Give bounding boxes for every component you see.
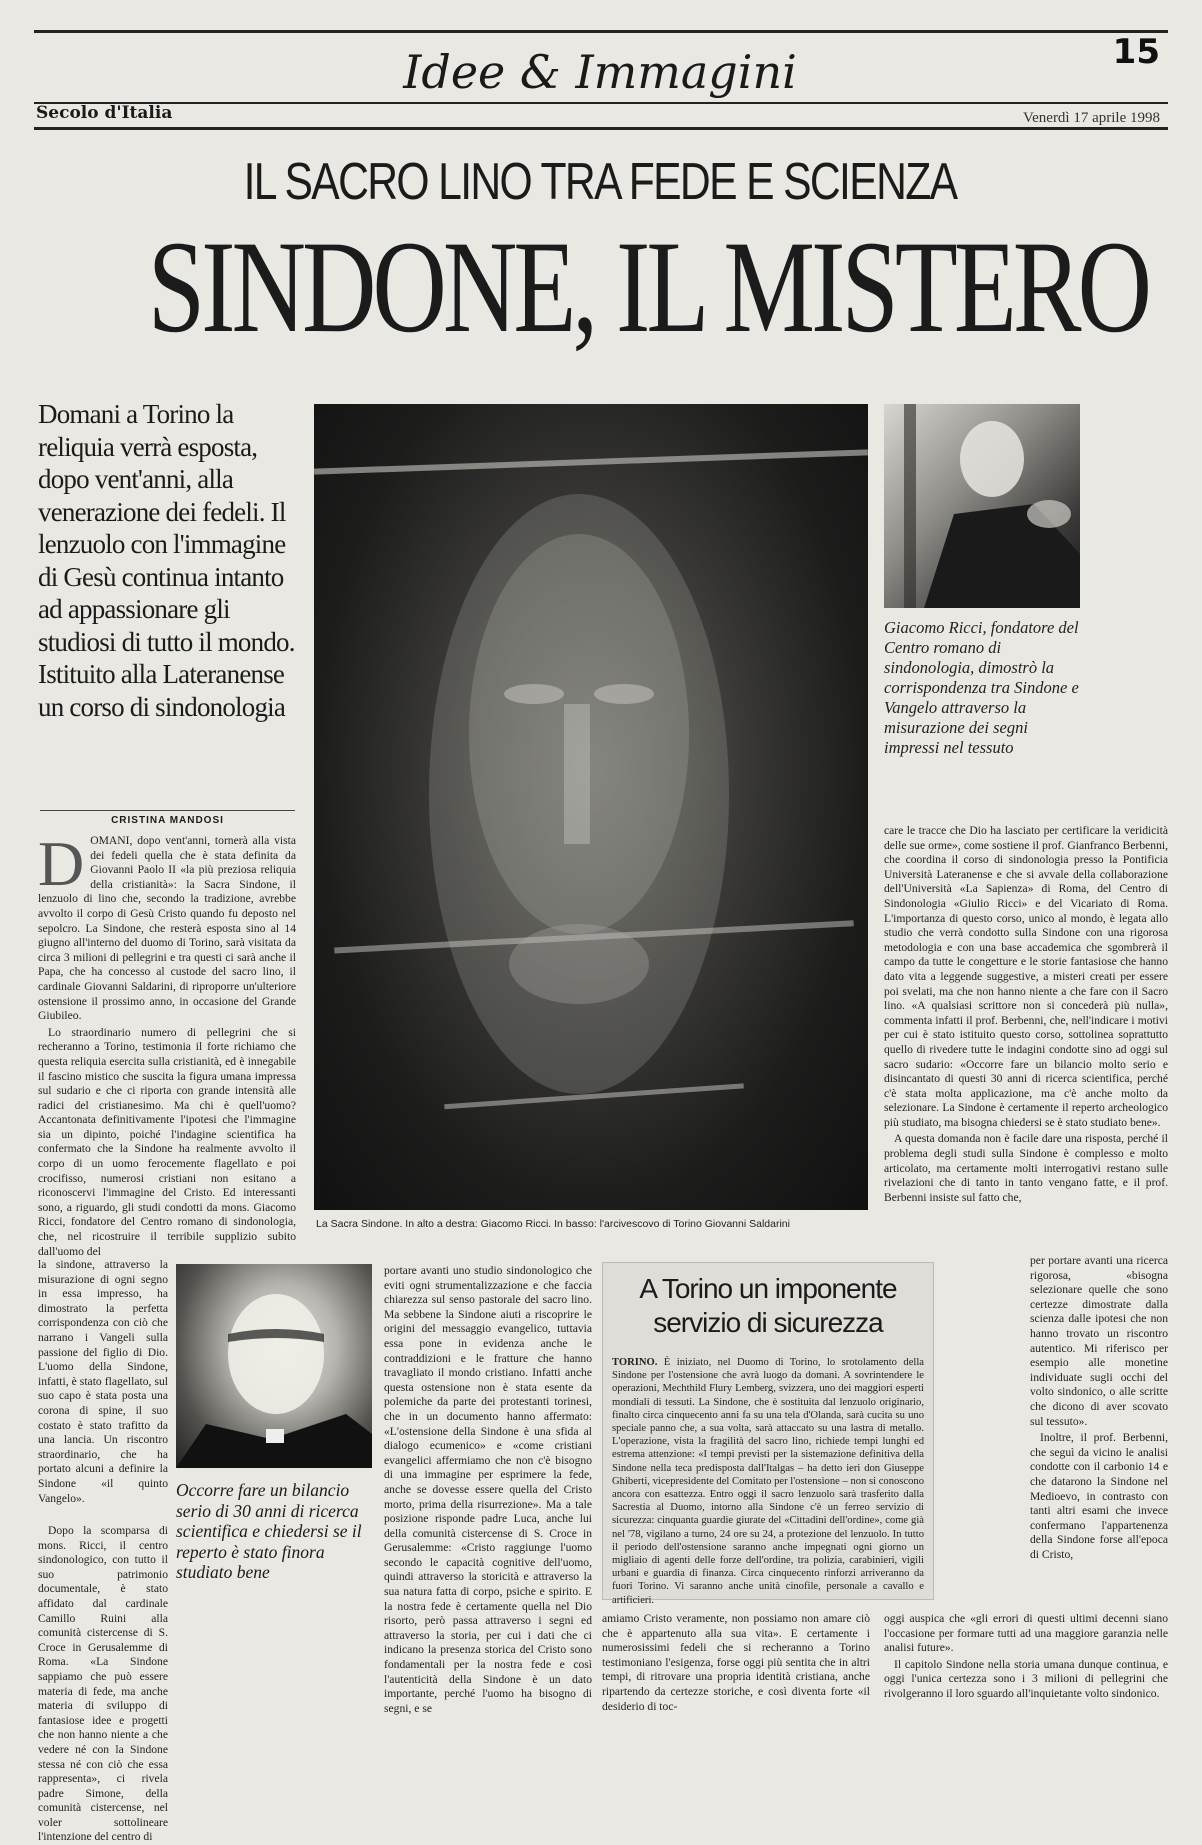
- article-paragraph: OMANI, dopo vent'anni, tornerà alla vista dei fedeli quella che è stata definita da Giovanni Paolo II «la più preziosa reliquia della cristianità»: la Sacra Sindone, il lenzuolo di lino che, secondo la tradizione, avrebbe avvolto il corpo di Gesù Cristo quando fu deposto nel sepolcro. La Sindone, che resterà esposta sino al 14 giugno all'interno del duomo di Torino, sarà visitata da circa 3 milioni di pellegrini e tra questi ci sarà anche il Papa, che ha concesso al custode del sacro lino, il cardinale Giovanni Saldarini, di riproporre un'ulteriore ostensione il prossimo anno, in occasione del Grande Giubileo.: [38, 834, 296, 1023]
- article-column-1c: [38, 1524, 168, 1844]
- article-paragraph: Lo straordinario numero di pellegrini che si recheranno a Torino, testimonia il forte richiamo che questa reliquia esercita sulla cristianità, ed è innegabile il fascino mistico che suscita la figura umana impressa sul sudario e che ci riporta con grande intensità alle radici del cristianesimo. Ma chi è quell'uomo? Accantonata definitivamente l'ipotesi che l'immagine sia un dipinto, poiché l'indagine scientifica ha confermato che la Sindone ha realmente avvolto il corpo di un uomo ferocemente flagellato e poi crocifisso, numerosi cristiani non esitano a riconoscervi l'immagine del Cristo. Ed interessanti sono, a riguardo, gli studi condotti da mons. Giacomo Ricci, fondatore del Centro romano di sindonologia, che, nel ricostruire il terribile supplizio subito dall'uomo del: [38, 1025, 296, 1258]
- ricci-photo: [884, 404, 1080, 608]
- article-paragraph: la sindone, attraverso la misurazione di ogni segno in essa impresso, ha dimostrato la perfetta corrispondenza con ciò che narrano i Vangeli sulla passione del figlio di Dio. L'uomo della Sindone, infatti, è stato flagellato, sul suo capo è stata posta una corona di spine, il suo costato è stato trafitto da una lancia. Un riscontro straordinario, che ha portato alcuni a definire la Sindone «il quinto Vangelo».: [38, 1258, 168, 1505]
- article-paragraph: Il capitolo Sindone nella storia umana dunque continua, e oggi l'unica certezza sono i 3 milioni di pellegrini che rivolgeranno il loro sguardo all'inquietante volto sindonico.: [884, 1657, 1168, 1700]
- article-column-1b: [38, 1258, 168, 1522]
- drop-cap: D: [38, 828, 85, 899]
- article-column-1: [38, 828, 296, 1258]
- security-text: È iniziato, nel Duomo di Torino, lo srotolamento della Sindone per l'ostensione che avrà luogo da domani. A sovrintendere le operazioni, Mechthild Flury Lemberg, svizzera, uno dei maggiori esperti mondiali di tessuti. La Sindone, che è sostituita dal lenzuolo originario, finalto circa cinquecento anni fa su una tela d'Olanda, sarà cucita su uno speciale panno che, a sua volta, sarà attaccato su una lastra di metallo. L'operazione, vista la fragilità del sacro lino, richiede tempi lunghi ed estrema attenzione: «I tempi previsti per la sistemazione definitiva della Sindone nella teca predisposta dall'Italgas – ha detto ieri don Giuseppe Ghiberti, vicepresidente del Comitato per l'ostensione – non si conoscono ancora con esattezza. Entro oggi il sacro lenzuolo sarà trasferito dalla Sacrestia al Duomo, intorno alla Sindone c'è un ferreo servizio di sicurezza: cinquanta guardie giurate del «Cittadini dell'ordine», come già nel '78, vigilano a turno, 24 ore su 24, a protezione del lenzuolo. In tutto il periodo dell'ostensione saranno anche impegnati ogni giorno un migliaio di agenti delle forze dell'ordine, tra polizia, carabinieri, vigili urbani e guardia di finanza. Circa cinquecento rinforzi arriveranno da fuori Torino. Vi saranno anche unità cinofile, personale a cavallo e artificieri.: [612, 1357, 925, 1606]
- saldarini-photo: [176, 1264, 372, 1468]
- article-column-6: [1030, 1254, 1168, 1604]
- deck-summary: Domani a Torino la reliquia verrà esposta, dopo vent'anni, alla venerazione dei fedeli. Il lenzuolo con l'immagine di Gesù continua intanto ad appassionare gli studiosi di tutto il mondo. Istituito alla Lateranense un corso di sindonologia: [38, 399, 295, 722]
- article-column-5: [884, 824, 1168, 1252]
- article-column-6-bottom: [884, 1612, 1168, 1746]
- article-paragraph: Dopo la scomparsa di mons. Ricci, il centro sindonologico, con tutto il suo patrimonio documentale, è stato affidato dal cardinale Camillo Ruini alla comunità cistercense di S. Croce in Gerusalemme di Roma. «La Sindone sappiamo che può essere materia di fede, ma anche materia di sviluppo di fantasiose idee e progetti che non hanno niente a che vedere né con la Sindone stessa né con ciò che essa rappresenta», ci rivela padre Simone, della comunità cistercense, nel voler sottolineare l'intenzione del centro di: [38, 1524, 168, 1844]
- article-paragraph: Inoltre, il prof. Berbenni, che seguì da vicino le analisi condotte con il carbonio 14 e che datarono la Sindone nel Medioevo, in contrasto con tanti altri esami che invece confermano l'appartenenza della Sindone forse all'epoca di Cristo,: [1030, 1431, 1168, 1561]
- security-body: [612, 1356, 925, 1606]
- ricci-portrait-image: [884, 404, 1080, 608]
- article-paragraph: portare avanti uno studio sindonologico che eviti ogni strumentalizzazione e che faccia chiarezza sul senso pastorale del sacro lino. Ma sebbene la Sindone aiuti a riscoprire le origini del messaggio evangelico, tuttavia essa pone in evidenza anche le contraddizioni e le fratture che hanno travagliato il mondo cristiano. Infatti anche questa ostensione non è stata esente da polemiche da parte dei protestanti torinesi, che in un documento hanno affermato: «L'ostensione della Sindone è una sfida al dialogo ecumenico» e «come cristiani evangelici affermiamo che non c'è bisogno di una immagine per esprimere la fede, anche se dovesse essere quella del Cristo morto, prima della risurrezione». Ma a tale posizione risponde padre Luca, anche lui della comunità cistercense di S. Croce in Gerusalemme: «Cristo raggiunge l'uomo secondo le capacità cognitive dell'uomo, quindi attraverso la storicità e attraverso la sua natura fatta di corpo, psiche e spirito. E la nostra fede è certamente quella nel Dio risorto, però passa attraverso i segni ed attraverso la storia, per cui i dati che ci indicano la presenza storica del Cristo sono fondamentali per la nostra fede e così l'autenticità della Sindone è un dato importante, perché l'uomo ha bisogno di segni, e se: [384, 1264, 592, 1715]
- byline-rule: [40, 810, 295, 811]
- shroud-photo: [314, 404, 868, 1210]
- masthead-rule: [34, 102, 1168, 104]
- security-headline: A Torino un imponente servizio di sicurezza: [639, 1273, 897, 1338]
- saldarini-portrait-image: [176, 1264, 372, 1468]
- pull-quote: Occorre fare un bilancio serio di 30 anni di ricerca scientifica e chiedersi se il reperto è stato finora studiato bene: [176, 1480, 362, 1582]
- page-number: 15: [1112, 32, 1160, 72]
- article-column-3: [384, 1264, 592, 1746]
- article-paragraph: care le tracce che Dio ha lasciato per certificare la veridicità delle sue orme», come sostiene il prof. Gianfranco Berbenni, che coordina il corso di sindonologia presso la Pontificia Università Lateranense e che si avvale della collaborazione dell'Università «La Sapienza» di Roma, del Centro di Sindonologia «Giulio Ricci» e del Vicariato di Roma. L'importanza di questo corso, unico al mondo, è legata allo studio che verrà condotto sulla Sindone con una rigorosa metodologia e con una base accademica che sgombrerà il campo da tutte le congetture e le storie fantasiose che hanno dato vita a leggende suggestive, a misteri creati per essere poi svelati, ma che non hanno niente a che fare con il Sacro lino. «A qualsiasi scrittore non si concederà più nulla», commenta infatti il prof. Berbenni, che, nell'indicare i motivi per cui è stato istituito questo corso, sottolinea soprattutto quello di rivedere tutte le indagini condotte sino ad oggi sul sacro sudario: «Occorre fare un bilancio molto serio e disincantato di questi 30 anni di ricerca scientifica, perché c'è stata molta applicazione, ma c'è anche molto da selezionare. La Sindone è certamente il reperto archeologico più studiato, ma bisogna chiedersi se è stato studiato bene».: [884, 824, 1168, 1129]
- main-headline: SINDONE, IL MISTERO: [147, 213, 1149, 360]
- article-paragraph: amiamo Cristo veramente, non possiamo non amare ciò che è appartenuto alla sua vita». E certamente i numerosissimi fedeli che si recheranno a Torino testimoniano l'esigenza, forse oggi più sentita che in altri tempi, di ritrovare una propria identità cristiana, anche ripartendo da certezze storiche, e così diventa forte «il desiderio di toc-: [602, 1612, 870, 1713]
- kicker-headline: IL SACRO LINO TRA FEDE E SCIENZA: [243, 153, 957, 211]
- ricci-caption: Giacomo Ricci, fondatore del Centro romano di sindonologia, dimostrò la corrispondenza tra Sindone e Vangelo attraverso la misurazione dei segni impressi nel tessuto: [884, 618, 1079, 757]
- security-dateline: TORINO.: [612, 1357, 658, 1368]
- top-rule: [34, 30, 1168, 33]
- article-column-4-bottom: [602, 1612, 870, 1746]
- paper-name: Secolo d'Italia: [36, 103, 173, 123]
- masthead-rule-lower: [34, 127, 1168, 130]
- byline: CRISTINA MANDOSI: [111, 815, 224, 826]
- publication-date: Venerdì 17 aprile 1998: [1022, 110, 1160, 126]
- article-paragraph: A questa domanda non è facile dare una risposta, perché il problema degli studi sulla Sindone è complesso e molto articolato, ma certamente molti interrogativi restano sulle rivelazioni che di tanto in tanto vengano fatte, e il prof. Berbenni insiste sul fatto che,: [884, 1132, 1168, 1204]
- shroud-caption: La Sacra Sindone. In alto a destra: Giacomo Ricci. In basso: l'arcivescovo di Torino Giovanni Saldarini: [316, 1218, 790, 1230]
- shroud-face-image: [314, 404, 868, 1210]
- article-paragraph: oggi auspica che «gli errori di questi ultimi decenni siano l'occasione per formare tutti ad una maggiore garanzia nelle analisi future».: [884, 1612, 1168, 1655]
- article-paragraph: per portare avanti una ricerca rigorosa, «bisogna selezionare quelle che sono certezze dimostrate dalla scienza dalle ipotesi che non hanno trovato un riscontro autentico. Mi riferisco per esempio alle monetine individuate sugli occhi del volto sindonico, o alle scritte che dicono di aver scovato sul tessuto».: [1030, 1254, 1168, 1428]
- section-title: Idee & Immagini: [403, 45, 797, 99]
